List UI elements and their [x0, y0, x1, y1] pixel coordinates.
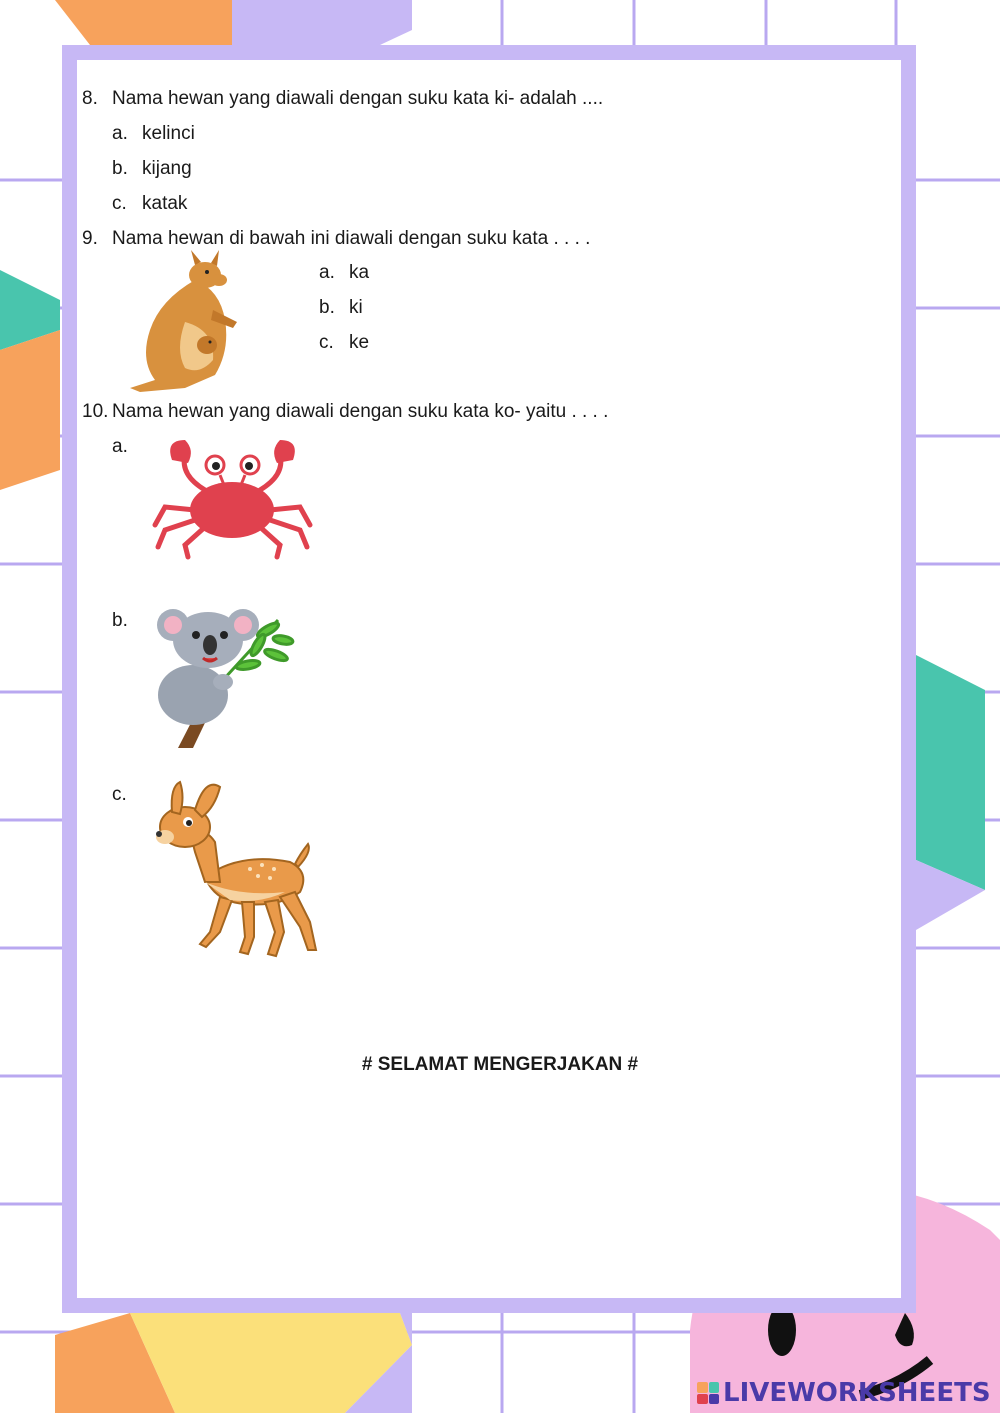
question-8 — [82, 88, 603, 110]
question-text: Nama hewan di bawah ini diawali dengan suku kata . . . . — [112, 228, 591, 249]
question-8-option-a[interactable] — [112, 123, 195, 145]
question-number: 9. — [82, 228, 98, 249]
option-letter: b. — [112, 158, 128, 179]
brand-text: LIVEWORKSHEETS — [723, 1378, 991, 1408]
kangaroo-illustration — [125, 250, 250, 395]
closing-message: # SELAMAT MENGERJAKAN # — [361, 1054, 639, 1075]
option-text: ka — [349, 262, 370, 283]
logo-letter-i — [709, 1382, 720, 1393]
option-letter: b. — [112, 610, 128, 631]
option-letter: a. — [319, 262, 335, 283]
option-letter: c. — [112, 784, 127, 805]
orange-shape-left — [0, 330, 60, 490]
option-letter: c. — [112, 193, 127, 214]
option-text: kijang — [142, 158, 192, 179]
logo-letter-l — [697, 1382, 708, 1393]
question-9-option-c[interactable] — [319, 332, 369, 354]
question-8-option-b[interactable] — [112, 158, 192, 180]
question-10-option-c[interactable] — [112, 784, 142, 806]
option-letter: b. — [319, 297, 335, 318]
option-letter: a. — [112, 436, 128, 457]
option-text: ke — [349, 332, 370, 353]
crab-illustration — [150, 435, 315, 560]
question-8-option-c[interactable] — [112, 193, 187, 215]
brand-logo-icon — [697, 1382, 719, 1404]
option-letter: c. — [319, 332, 334, 353]
question-text: Nama hewan yang diawali dengan suku kata ko- yaitu . . . . — [112, 401, 609, 422]
option-letter: a. — [112, 123, 128, 144]
question-10-option-b[interactable] — [112, 610, 142, 632]
question-9 — [82, 228, 590, 250]
orange-shape-top — [55, 0, 232, 45]
question-9-option-a[interactable] — [319, 262, 369, 284]
logo-letter-v — [697, 1394, 708, 1405]
question-9-option-b[interactable] — [319, 297, 363, 319]
question-number: 8. — [82, 88, 98, 109]
option-text: kelinci — [142, 123, 195, 144]
question-10 — [82, 401, 608, 423]
option-text: katak — [142, 193, 188, 214]
koala-illustration — [148, 600, 298, 750]
option-text: ki — [349, 297, 363, 318]
question-text: Nama hewan yang diawali dengan suku kata ki- adalah .... — [112, 88, 604, 109]
question-10-option-a[interactable] — [112, 436, 142, 458]
logo-letter-e — [709, 1394, 720, 1405]
deer-illustration — [150, 772, 320, 962]
liveworksheets-logo[interactable] — [697, 1378, 991, 1408]
question-number: 10. — [82, 401, 109, 422]
lavender-shape-top — [232, 0, 412, 45]
teal-shape-right — [916, 655, 985, 890]
